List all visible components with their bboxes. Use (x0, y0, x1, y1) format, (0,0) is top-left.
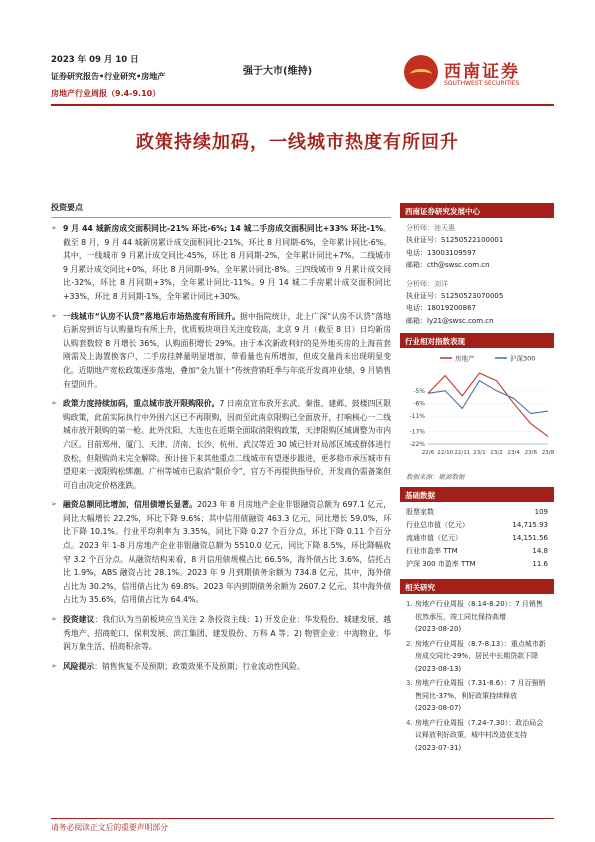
analyst-cert: 执业证号：S1250523070005 (406, 292, 504, 301)
legend-label: 沪深300 (510, 354, 536, 363)
bullet-text: ：销售恢复不及预期；政策效果不及预期；行业流动性风险。 (94, 661, 305, 671)
bullet-bold: 风险提示 (63, 661, 95, 671)
y-tick-label: -11% (409, 413, 425, 421)
related-date: (2023-08-07) (415, 704, 462, 713)
data-value: 14,715.93 (512, 521, 548, 530)
analyst-role: 分析师：刘洋 (406, 279, 448, 288)
series-line (428, 373, 548, 436)
basic-data-heading: 基础数据 (400, 487, 554, 502)
section-divider (51, 217, 391, 218)
table-row (400, 519, 554, 532)
y-tick-label: -6% (413, 400, 425, 408)
report-type: 证券研究报告•行业研究•房地产 (51, 72, 166, 81)
data-label: 行业总市值（亿元） (406, 521, 469, 530)
bullet-text: 7 日南京宣布放开玄武、秦淮、建邺、鼓楼四区限购政策，此前实际执行中外围六区已不再限购，因而至此南京限购已全面放开，打响核心一二线城市放开限购的第一枪。此外沈阳、大连也在近期全面取消限购政策，天津限购区域调整为市内六区。目前郑州、厦门、天津、济南、长沙、杭州、武汉等近 30 城已针对局部区域或群体进行放松，但限购尚未完全解除。预计接下来其他重点二线城市有望逐步跟进，更多稳市承压城市有望迎来一波限购松绑潮。广州等城市已取消“限价令”，官方不再提供指导价，开发商仍需备案但可自由决定价格涨跌。 (63, 399, 392, 490)
y-tick-label: -17% (409, 428, 425, 436)
bullet-item (51, 222, 391, 304)
table-row (400, 545, 554, 558)
table-row (400, 506, 554, 519)
bullet-bold: 融资总额同比增加，信用债增长显著。 (63, 500, 198, 510)
basic-data-table (400, 506, 554, 571)
data-label: 沪深 300 市盈率 TTM (406, 560, 476, 569)
bullet-marker-icon: ➢ (51, 399, 57, 408)
logo-en-text: SOUTHWEST SECURITIES (444, 80, 520, 87)
x-tick-label: 23/6 (524, 450, 538, 457)
bullet-item (51, 660, 391, 674)
related-text: 房地产行业周报（7.24-7.30）：政治局会议释放利好政策，城中村改造获支持 (415, 718, 544, 740)
table-row (400, 558, 554, 571)
logo-mark-icon (404, 55, 438, 89)
data-value: 14.8 (532, 547, 548, 556)
data-value: 14,151.56 (512, 534, 548, 543)
analyst-phone: 电话：18019200867 (406, 304, 476, 313)
bullet-item (51, 397, 391, 492)
footer-note: 请务必阅读正文后的重要声明部分 (51, 823, 168, 832)
footer-divider (51, 818, 554, 819)
related-heading: 相关研究 (400, 579, 554, 594)
data-label: 股票家数 (406, 508, 434, 517)
related-item[interactable] (406, 717, 548, 755)
bullet-text: 2023 年 8 月房地产企业非银融资总额为 697.1 亿元，同比大幅增长 22.2%，环比下降 9.6%；其中信用债融资 463.3 亿元，同比增长 59.0%，环比下降 10.1%。行业平均利率为 3.35%，同比下降 0.27 个百分点，环比下降 0.11 个百分点。2023 年 1-8 月房地产企业非银融资总额为 5510.0 亿元，同比下降 8.5%，环比降幅收窄 3.2 个百分点。从融资结构来看，8 月信用债规模占比 66.5%，海外债占比 3.6%，信托占比 1.9%，ABS 融资占比 28.1%。2023 年 9 月到期债务余额为 734.8 亿元，其中，海外债占比为 30.2%，信用债占比为 69.8%。2023 年内到期债务余额为 2607.2 亿元，其中海外债占比为 35.6%，信用债占比为 64.4%。 (63, 500, 391, 605)
bullet-bold: 投资建议 (63, 615, 95, 625)
analyst-role: 分析师：池天惠 (406, 224, 455, 232)
y-tick-label: -22% (409, 441, 425, 449)
x-tick-label: 22/6 (421, 450, 435, 457)
bullet-marker-icon: ➢ (51, 224, 57, 232)
investment-points (51, 202, 391, 679)
related-text: 房地产行业周报（7.31-8.6）：7 月百强销售同比-37%，利好政策持续释放 (415, 679, 546, 700)
report-title: 政策持续加码，一线城市热度有所回升 (136, 132, 459, 153)
chart-source: 数据来源：聚源数据 (406, 473, 465, 482)
company-logo (404, 55, 554, 95)
team-heading: 西南证券研究发展中心 (400, 203, 554, 218)
header-divider (51, 104, 554, 106)
related-date: (2023-07-31) (415, 743, 462, 752)
bullet-marker-icon: ➢ (51, 615, 57, 624)
related-number: 1. (406, 600, 413, 609)
bullet-marker-icon: ➢ (51, 500, 57, 509)
x-tick-label: 23/4 (507, 450, 520, 457)
bullet-bold: 一线城市“认房不认贷”落地后市场热度有所回升。 (63, 311, 241, 321)
related-item[interactable] (406, 677, 548, 715)
report-date: 2023 年 09 月 10 日 (51, 55, 139, 65)
analyst-email[interactable]: 邮箱：ly21@swsc.com.cn (406, 316, 494, 325)
bullet-item (51, 498, 391, 607)
related-number: 2. (406, 639, 413, 648)
bullet-bold: 9 月 44 城新房成交面积同比-21% 环比-6%; 14 城二手房成交面积同比+33% 环比-1% (63, 224, 384, 233)
sidebar (400, 203, 554, 756)
bullet-marker-icon: ➢ (51, 661, 57, 670)
analyst-list (400, 218, 554, 327)
related-list (400, 594, 554, 754)
series-line (428, 381, 548, 414)
chart-heading: 行业相对指数表现 (400, 333, 554, 348)
data-value: 11.6 (532, 560, 548, 569)
related-item[interactable] (406, 638, 548, 676)
related-date: (2023-08-13) (415, 664, 462, 673)
logo-cn-text: 西南证券 (444, 62, 520, 82)
related-number: 4. (406, 718, 413, 727)
related-date: (2023-08-20) (415, 625, 462, 634)
analyst-email[interactable]: 邮箱：cth@swsc.com.cn (406, 261, 490, 270)
x-tick-label: 22/10 (437, 450, 454, 457)
data-label: 流通市值（亿元） (406, 534, 462, 543)
data-label: 行业市盈率 TTM (406, 547, 458, 556)
analyst-cert: 执业证号：S1250522100001 (406, 236, 504, 245)
rating: 强于大市(维持) (243, 66, 313, 77)
bullet-bold: 政策力度持续加码，重点城市放开限购限价。 (63, 399, 220, 409)
x-tick-label: 23/8 (541, 450, 554, 457)
section-heading: 投资要点 (51, 203, 83, 212)
x-tick-label: 23/1 (473, 450, 486, 457)
x-tick-label: 23/2 (490, 450, 503, 457)
bullet-list (51, 222, 391, 673)
chart-panel (400, 333, 554, 483)
legend-label: 房地产 (455, 354, 475, 363)
bullet-text: 据中指院统计，北上广深“认房不认贷”落地后新房到访与认购量均有所上升，优质板块项目关注度较高，北京 9 月（截至 8 日）日均新房认购套数较 8 月增长 36%，认购面积增长 29%。由于本次新政利好的是外地买房的上海首套刚需及上海置换客户，二手房挂牌量明显增加，带看量也有所增加，但成交量尚未出现明显变化。近期地产宽松政策逐步落地，叠加“金九银十”传统营销旺季与年底开发商冲业绩，9 月销售有望回升。 (63, 311, 391, 389)
bullet-text: ：我们认为当前板块应当关注 2 条投资主线：1) 开发企业：华发股份、城建发展、越秀地产、招商蛇口、保利发展、滨江集团、建发股份、万科 A 等；2) 物管企业：中海物业、华润万象生活、招商积余等。 (63, 615, 391, 652)
data-value: 109 (534, 508, 548, 517)
analyst-phone: 电话：13003109597 (406, 248, 476, 257)
bullet-marker-icon: ➢ (51, 311, 57, 320)
weekly-title: 房地产行业周报（9.4-9.10） (51, 89, 161, 98)
bullet-item (51, 310, 391, 392)
table-row (400, 532, 554, 545)
bullet-text: 。截至 8 月，9 月 44 城新房累计成交面积同比-21%，环比 8 月同期-6%，全年累计同比-6%。其中，一线城市 9 月累计成交同比-45%，环比 8 月同期-2%，全年累计同比+7%。二线城市 9 月累计成交同比+0%，环比 8 月同期-9%，全年累计同比-8%。三四线城市 9 月累计成交同比-32%，环比 8 月同期+3%，全年累计同比-11%。9 月 14 城二手房累计成交面积同比+33%，环比 8 月同期-1%，全年累计同比+30%。 (63, 224, 391, 301)
related-text: 房地产行业周报（8.14-8.20）：7 月销售依然承压，竣工同比保持高增 (415, 600, 543, 621)
related-number: 3. (406, 679, 413, 688)
relative-index-chart (400, 348, 554, 466)
bullet-item (51, 613, 391, 654)
related-item[interactable] (406, 598, 548, 636)
related-text: 房地产行业周报（8.7-8.13）：重点城市新房成交同比-29%，居民中长期贷款下降 (415, 639, 546, 661)
y-tick-label: -5% (413, 388, 425, 396)
x-tick-label: 22/11 (454, 450, 471, 457)
